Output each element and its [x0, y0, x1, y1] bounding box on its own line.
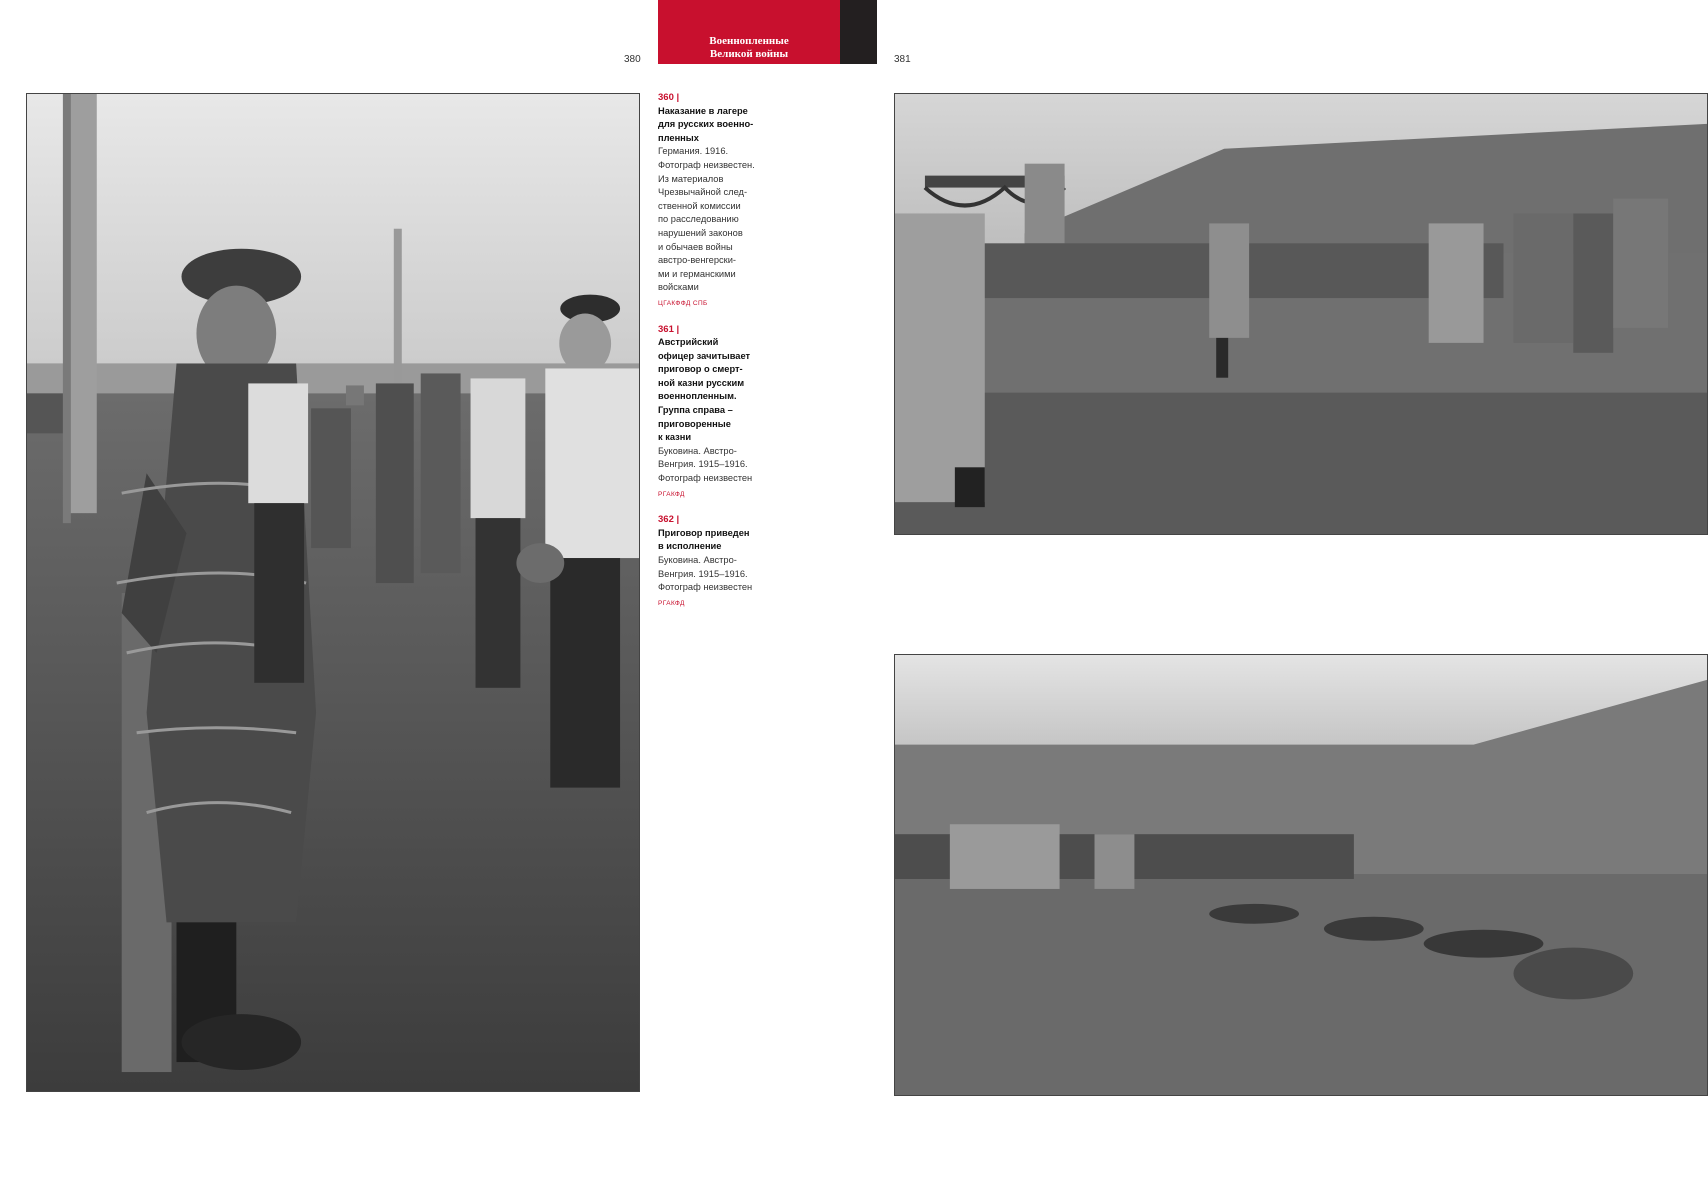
- caption-number: 362 |: [658, 514, 680, 526]
- photo-361-sentence-reading: [894, 93, 1708, 535]
- photo-362-execution: [894, 654, 1708, 1096]
- photo-362-image: [895, 655, 1707, 1095]
- photo-361-image: [895, 94, 1707, 534]
- caption-title: Наказание в лагере для русских военно- пленных: [658, 105, 754, 143]
- section-title-line2: Великой войны: [709, 48, 789, 60]
- caption-source: РГАКФД: [658, 599, 685, 607]
- caption-title: Австрийский офицер зачитывает приговор о смерт- ной казни русским военнопленным. Группа справа – приговоренные к казни: [658, 337, 751, 443]
- caption-body: Буковина. Австро- Венгрия. 1915–1916. Фотограф неизвестен: [658, 555, 753, 593]
- caption-number: 361 |: [658, 323, 680, 335]
- photo-360-punishment: [26, 93, 640, 1092]
- caption-362: [658, 513, 766, 610]
- page-number-left: 380: [624, 54, 641, 65]
- caption-360: [658, 91, 766, 311]
- caption-361: [658, 323, 766, 502]
- caption-body: Буковина. Австро- Венгрия. 1915–1916. Фотограф неизвестен: [658, 445, 753, 484]
- caption-number: 360 |: [658, 92, 680, 103]
- section-header-tab: [658, 0, 840, 64]
- caption-source: ЦГАКФФД СПБ: [658, 299, 708, 307]
- section-title-line1: Военнопленные: [709, 35, 789, 47]
- page-number-right: 381: [894, 54, 911, 65]
- photo-360-image: [27, 94, 639, 1091]
- caption-source: РГАКФД: [658, 490, 685, 498]
- caption-title: Приговор приведен в исполнение: [658, 527, 750, 552]
- caption-body: Германия. 1916. Фотограф неизвестен. Из материалов Чрезвычайной след- ственной комиссии по расследованию нарушений законов и обычаев войны австро-венгерски- ми и германскими войсками: [658, 146, 755, 293]
- header-dark-block: [840, 0, 877, 64]
- captions-column: [658, 91, 766, 622]
